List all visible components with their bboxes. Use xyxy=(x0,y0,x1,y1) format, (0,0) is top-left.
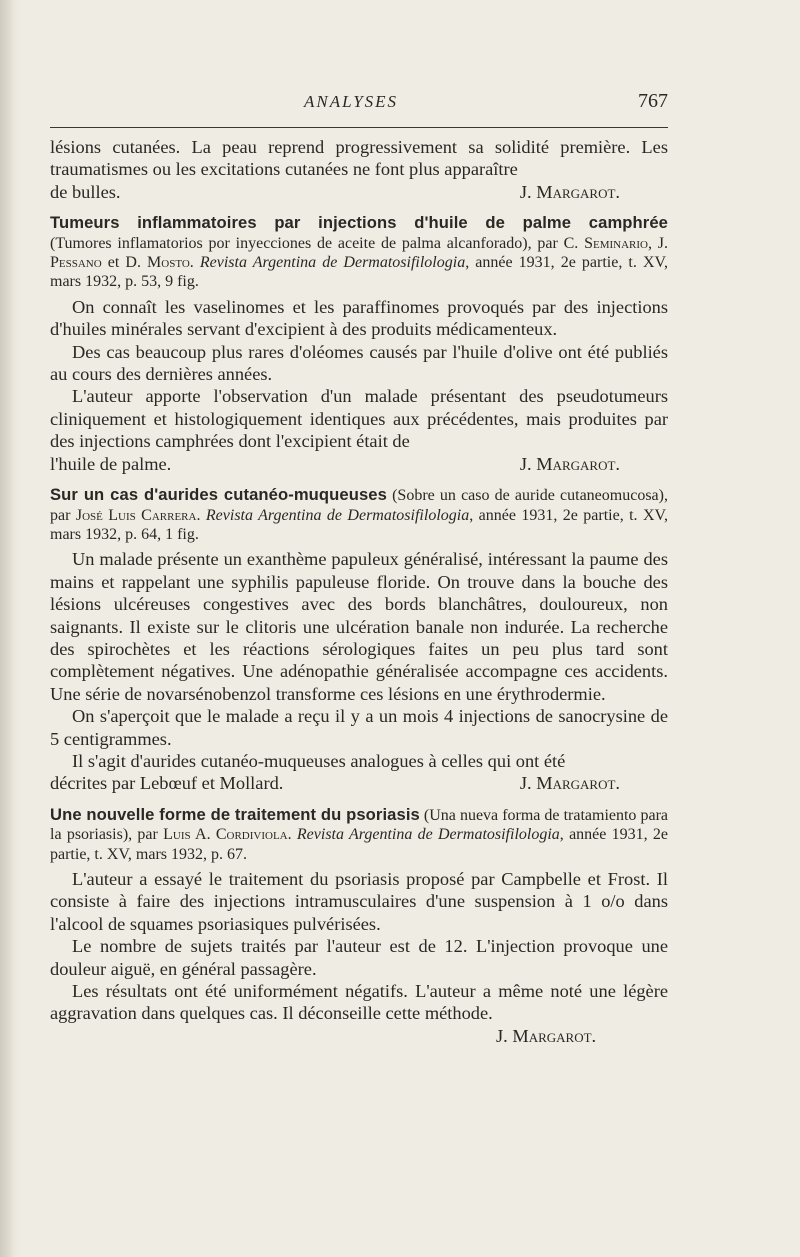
article-subtitle: (Una nueva forma de tratamiento para la psoriasis), par xyxy=(50,806,669,844)
author-separator: . xyxy=(287,826,297,844)
citation-details: , année 1931, 2e partie, t. XV, mars 1932, p. 67. xyxy=(50,826,669,863)
author-name: Luis A. Cordiviola xyxy=(163,826,288,844)
author-name: José Luis Carrera xyxy=(75,506,197,524)
author-separator: . xyxy=(189,254,200,272)
author-separator: . xyxy=(196,506,206,524)
paragraph-last-words: décrites par Lebœuf et Mollard. xyxy=(50,773,284,794)
article-aurides xyxy=(50,485,668,795)
author-name: Seminario xyxy=(584,234,648,252)
article-psoriasis xyxy=(50,805,668,1047)
article-tumeurs xyxy=(50,213,668,475)
article-title: Tumeurs inflammatoires par injections d'huile de palme camphrée xyxy=(50,213,668,233)
author-prefix: C. xyxy=(563,234,585,252)
paragraph: Un malade présente un exanthème papuleux généralisé, intéressant la paume des mains et rappelant une syphilis papuleuse floride. On trouve dans la bouche des lésions ulcéreuses congestives avec des bords blanchâtres, douloureux, non saignants. Il existe sur le clitoris une ulcération banale non indurée. La recherche des spirochètes et les réactions sérologiques faites un peu plus tard sont complètement négatives. Une adénopathie généralisée accompagne ces accidents. Une série de novarsénobenzol transforme ces lésions en une érythrodermie. xyxy=(50,549,668,704)
article-title: Sur un cas d'aurides cutanéo-muqueuses xyxy=(50,485,387,505)
paragraph: Le nombre de sujets traités par l'auteur est de 12. L'injection provoque une douleur aiguë, en général passagère. xyxy=(50,936,668,979)
page-content xyxy=(50,136,668,1047)
journal-name: Revista Argentina de Dermatosifilologia xyxy=(296,826,560,844)
opening-last-words: de bulles. xyxy=(50,181,121,202)
signature: J. Margarot. xyxy=(519,453,620,474)
signature: J. Margarot. xyxy=(519,773,620,794)
running-title: ANALYSES xyxy=(304,92,399,111)
citation-details: , année 1931, 2e partie, t. XV, mars 1932, p. 64, 1 fig. xyxy=(50,506,669,543)
paragraph: On connaît les vaselinomes et les paraffinomes provoqués par des injections d'huiles minérales servant d'excipient à des produits médicamenteux. xyxy=(50,296,668,340)
paragraph: On s'aperçoit que le malade a reçu il y a un mois 4 injections de sanocrysine de 5 centigrammes. xyxy=(50,706,668,749)
signature: J. Margarot. xyxy=(519,181,620,202)
journal-name: Revista Argentina de Dermatosifilologia xyxy=(199,254,466,272)
signature: J. Margarot. xyxy=(496,1025,597,1046)
article-subtitle: (Tumores inflamatorios por inyecciones de aceite de palma alcanforado), par xyxy=(50,234,558,252)
page-number: 767 xyxy=(638,90,668,112)
opening-paragraph: lésions cutanées. La peau reprend progressivement sa solidité première. Les traumatismes ou les excitations cutanées ne font plus apparaître xyxy=(50,137,668,180)
article-subtitle: (Sobre un caso de auride cutaneomucosa), par xyxy=(50,487,668,524)
author-separator: , J. xyxy=(647,234,669,252)
paragraph-last-line xyxy=(50,453,668,475)
paragraph-last-line xyxy=(50,772,668,794)
opening-fragment xyxy=(50,136,668,203)
author-name: Pessano xyxy=(50,254,102,272)
citation-details: , année 1931, 2e partie, t. XV, mars 1932, p. 53, 9 fig. xyxy=(50,254,668,291)
journal-name: Revista Argentina de Dermatosifilologia xyxy=(205,506,470,524)
opening-last-line xyxy=(50,181,668,203)
paragraph: Les résultats ont été uniformément négatifs. L'auteur a même noté une légère aggravation dans quelques cas. Il déconseille cette méthode. xyxy=(50,981,668,1024)
paragraph-last-words: l'huile de palme. xyxy=(50,453,172,474)
author-name: Mosto xyxy=(147,254,190,272)
article-heading xyxy=(50,213,668,292)
paragraph: Des cas beaucoup plus rares d'oléomes causés par l'huile d'olive ont été publiés au cours des dernières années. xyxy=(50,341,668,385)
article-heading xyxy=(50,485,668,544)
page-edge-shadow xyxy=(0,0,14,1257)
author-separator: et D. xyxy=(101,254,148,272)
paragraph: L'auteur apporte l'observation d'un malade présentant des pseudotumeurs cliniquement et histologiquement identiques aux précédentes, mais produites par des injections camphrées dont l'excipient était de xyxy=(50,386,668,452)
paragraph: L'auteur a essayé le traitement du psoriasis proposé par Campbelle et Frost. Il consiste à faire des injections intramusculaires d'une suspension à 1 o/o dans l'alcool de squames psoriasiques pulvérisées. xyxy=(50,869,668,934)
running-header xyxy=(50,92,668,122)
header-rule xyxy=(50,127,668,128)
article-title: Une nouvelle forme de traitement du psoriasis xyxy=(50,804,420,824)
paragraph: Il s'agit d'aurides cutanéo-muqueuses analogues à celles qui ont été xyxy=(72,750,566,771)
article-heading xyxy=(50,805,668,864)
